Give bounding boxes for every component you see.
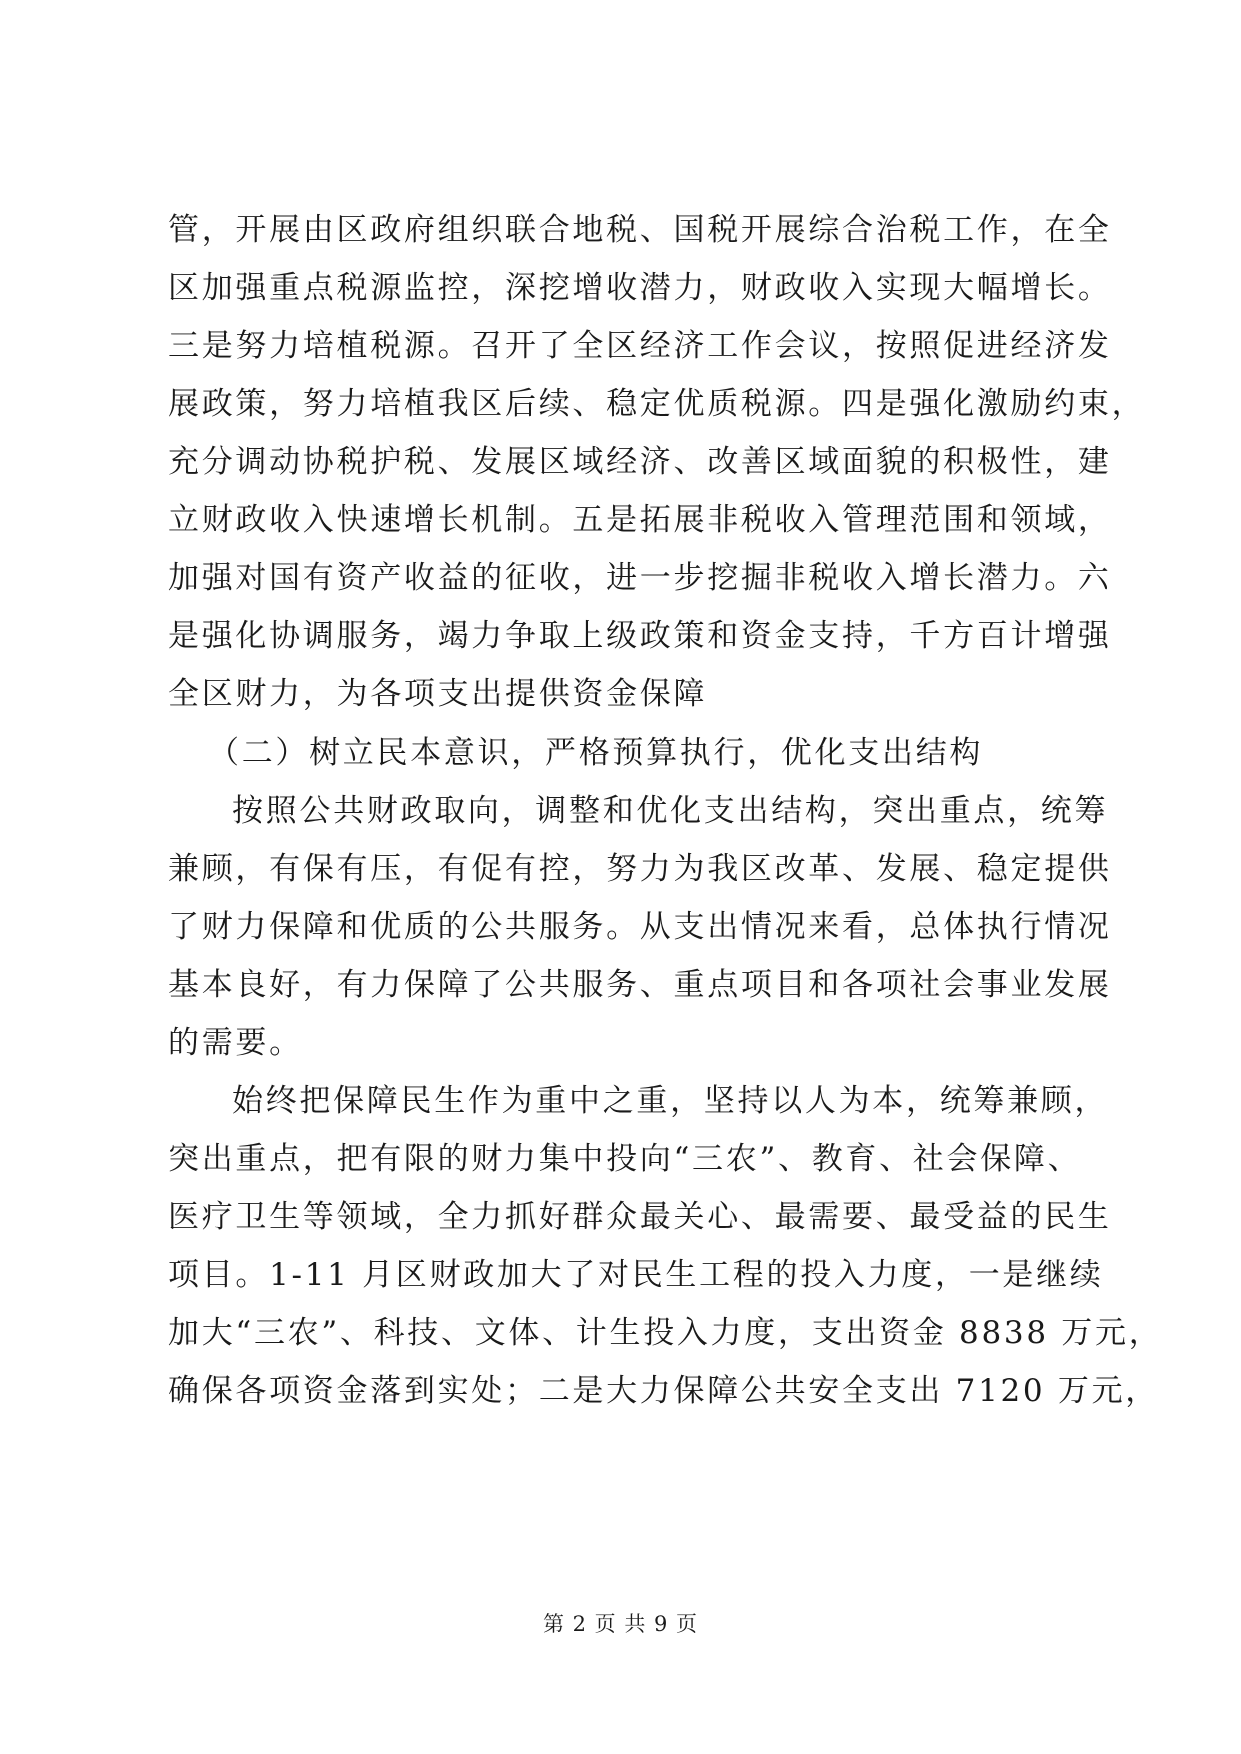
body-text-line: 基本良好，有力保障了公共服务、重点项目和各项社会事业发展	[168, 967, 1112, 1003]
body-text-line: 项目。1-11 月区财政加大了对民生工程的投入力度，一是继续	[168, 1257, 1104, 1293]
body-text-line: 始终把保障民生作为重中之重，坚持以人为本，统筹兼顾，	[232, 1083, 1109, 1119]
body-text-line: 管，开展由区政府组织联合地税、国税开展综合治税工作，在全	[168, 212, 1112, 248]
body-text-line: 三是努力培植税源。召开了全区经济工作会议，按照促进经济发	[168, 328, 1112, 364]
body-text-line: 全区财力，为各项支出提供资金保障	[168, 676, 708, 712]
body-text-line: 医疗卫生等领域，全力抓好群众最关心、最需要、最受益的民生	[168, 1199, 1112, 1235]
body-text-line: 突出重点，把有限的财力集中投向“三农”、教育、社会保障、	[168, 1141, 1082, 1177]
body-text-line: 充分调动协税护税、发展区域经济、改善区域面貌的积极性，建	[168, 444, 1112, 480]
section-heading: （二）树立民本意识，严格预算执行，优化支出结构	[208, 735, 984, 771]
body-text-line: 的需要。	[168, 1025, 303, 1061]
body-text-line: 加大“三农”、科技、文体、计生投入力度，支出资金 8838 万元，	[168, 1315, 1163, 1351]
body-text-line: 了财力保障和优质的公共服务。从支出情况来看，总体执行情况	[168, 909, 1112, 945]
body-text-line: 加强对国有资产收益的征收，进一步挖掘非税收入增长潜力。六	[168, 560, 1112, 596]
body-text-line: 是强化协调服务，竭力争取上级政策和资金支持，千方百计增强	[168, 618, 1112, 654]
body-text-line: 兼顾，有保有压，有促有控，努力为我区改革、发展、稳定提供	[168, 851, 1112, 887]
body-text-line: 区加强重点税源监控，深挖增收潜力，财政收入实现大幅增长。	[168, 270, 1112, 306]
body-text-line: 确保各项资金落到实处；二是大力保障公共安全支出 7120 万元，	[168, 1373, 1159, 1409]
body-text-line: 展政策，努力培植我区后续、稳定优质税源。四是强化激励约束，	[168, 386, 1146, 422]
page-number-footer: 第 2 页 共 9 页	[542, 1612, 699, 1636]
body-text-line: 按照公共财政取向，调整和优化支出结构，突出重点，统筹	[232, 793, 1109, 829]
body-text-line: 立财政收入快速增长机制。五是拓展非税收入管理范围和领域，	[168, 502, 1112, 538]
